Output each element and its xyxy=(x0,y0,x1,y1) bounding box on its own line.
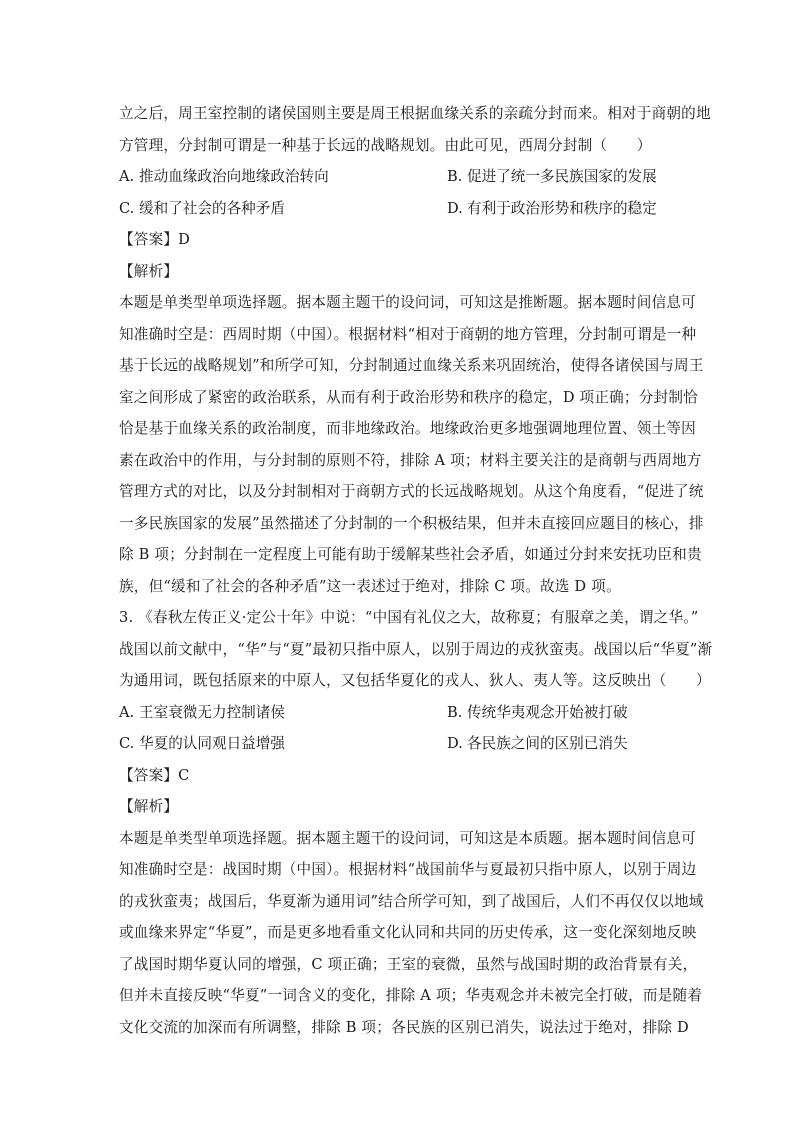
stem-line: 方管理，分封制可谓是一种基于长远的战略规划。由此可见，西周分封制（ ） xyxy=(119,136,652,154)
answer-label: 【答案】D xyxy=(119,231,191,248)
option-letter: C. xyxy=(119,199,135,217)
question-3-analysis xyxy=(119,823,704,1044)
analysis-line: 或血缘来界定“华夏”，而是更多地看重文化认同和共同的历史传承，这一变化深刻地反映 xyxy=(119,924,697,941)
analysis-line: 素在政治中的作用，与分封制的原则不符，排除 A 项；材料主要关注的是商朝与西周地方 xyxy=(119,451,702,469)
option-text: 推动血缘政治向地缘政治转向 xyxy=(139,168,329,185)
analysis-line: 一多民族国家的发展”虽然描述了分封制的一个积极结果，但并未直接回应题目的核心，排 xyxy=(119,514,704,532)
option-row xyxy=(119,161,679,193)
option-row xyxy=(119,697,679,729)
option-text: 王室衰微无力控制诸侯 xyxy=(139,703,285,721)
option-letter: D. xyxy=(447,199,463,217)
question-3-options xyxy=(119,697,679,760)
analysis-title: 【解析】 xyxy=(119,798,179,815)
analysis-line: 文化交流的加深而有所调整，排除 B 项；各民族的区别已消失，说法过于绝对，排除 D xyxy=(119,1018,689,1036)
analysis-line: 知准确时空是：西周时期（中国）。根据材料“相对于商朝的地方管理，分封制可谓是一种 xyxy=(119,325,697,343)
option-letter: A. xyxy=(119,168,135,185)
option-letter: B. xyxy=(447,703,463,721)
stem-line: 战国以前文献中，“华”与“夏”最初只指中原人，以别于周边的戎狄蛮夷。战国以后“华夏”渐 xyxy=(119,640,713,658)
option-b xyxy=(447,697,679,729)
question-2-stem xyxy=(119,98,711,161)
analysis-line: 管理方式的对比，以及分封制相对于商朝方式的长远战略规划。从这个角度看，“促进了统 xyxy=(119,483,704,500)
option-letter: D. xyxy=(447,735,463,752)
analysis-line: 但并未直接反映“华夏”一词含义的变化，排除 A 项；华夷观念并未被完全打破，而是随着 xyxy=(119,987,703,1004)
option-a xyxy=(119,161,447,193)
question-3-stem xyxy=(119,602,713,697)
analysis-line: 的戎狄蛮夷；战国后，华夏渐为通用词”结合所学可知，到了战国后，人们不再仅仅以地域 xyxy=(119,892,704,910)
analysis-line: 本题是单类型单项选择题。据本题主题干的设问词，可知这是本质题。据本题时间信息可 xyxy=(119,829,696,847)
stem-line: 为通用词，既包括原来的中原人，又包括华夏化的戎人、狄人、夷人等。这反映出（ ） xyxy=(119,672,711,689)
option-text: 传统华夷观念开始被打破 xyxy=(467,703,628,721)
option-c xyxy=(119,728,447,760)
option-c xyxy=(119,193,447,225)
stem-line: 3. 《春秋左传正义·定公十年》中说：“中国有礼仪之大，故称夏；有服章之美，谓之华。” xyxy=(119,609,699,626)
analysis-line: 族，但“缓和了社会的各种矛盾”这一表述过于绝对，排除 C 项。故选 D 项。 xyxy=(119,577,621,595)
option-a xyxy=(119,697,447,729)
analysis-line: 室之间形成了紧密的政治联系，从而有利于政治形势和秩序的稳定，D 项正确；分封制恰 xyxy=(119,388,698,406)
document-content xyxy=(119,98,713,1043)
option-d xyxy=(447,728,679,760)
stem-line: 立之后，周王室控制的诸侯国则主要是周王根据血缘关系的亲疏分封而来。相对于商朝的地 xyxy=(119,105,711,122)
option-text: 促进了统一多民族国家的发展 xyxy=(467,168,657,185)
option-text: 华夏的认同观日益增强 xyxy=(139,735,285,752)
analysis-line: 知准确时空是：战国时期（中国）。根据材料“战国前华与夏最初只指中原人，以别于周边 xyxy=(119,861,697,878)
option-letter: B. xyxy=(447,168,463,185)
option-text: 有利于政治形势和秩序的稳定 xyxy=(467,199,657,217)
analysis-line: 除 B 项；分封制在一定程度上可能有助于缓解某些社会矛盾，如通过分封来安抚功臣和贵 xyxy=(119,546,702,563)
question-2-options xyxy=(119,161,679,224)
option-b xyxy=(447,161,679,193)
answer-label: 【答案】C xyxy=(119,766,190,784)
option-row xyxy=(119,728,679,760)
analysis-line: 本题是单类型单项选择题。据本题主题干的设问词，可知这是推断题。据本题时间信息可 xyxy=(119,294,696,311)
option-text: 缓和了社会的各种矛盾 xyxy=(139,199,285,217)
option-text: 各民族之间的区别已消失 xyxy=(467,735,628,752)
analysis-line: 恰是基于血缘关系的政治制度，而非地缘政治。地缘政治更多地强调地理位置、领土等因 xyxy=(119,420,696,437)
option-letter: A. xyxy=(119,703,135,721)
option-row xyxy=(119,193,679,225)
option-d xyxy=(447,193,679,225)
analysis-line: 了战国时期华夏认同的增强，C 项正确；王室的衰微，虽然与战国时期的政治背景有关， xyxy=(119,955,698,973)
analysis-line: 基于长远的战略规划”和所学可知，分封制通过血缘关系来巩固统治，使得各诸侯国与周王 xyxy=(119,357,704,374)
option-letter: C. xyxy=(119,735,135,752)
question-2-analysis xyxy=(119,287,704,602)
analysis-title: 【解析】 xyxy=(119,262,179,280)
